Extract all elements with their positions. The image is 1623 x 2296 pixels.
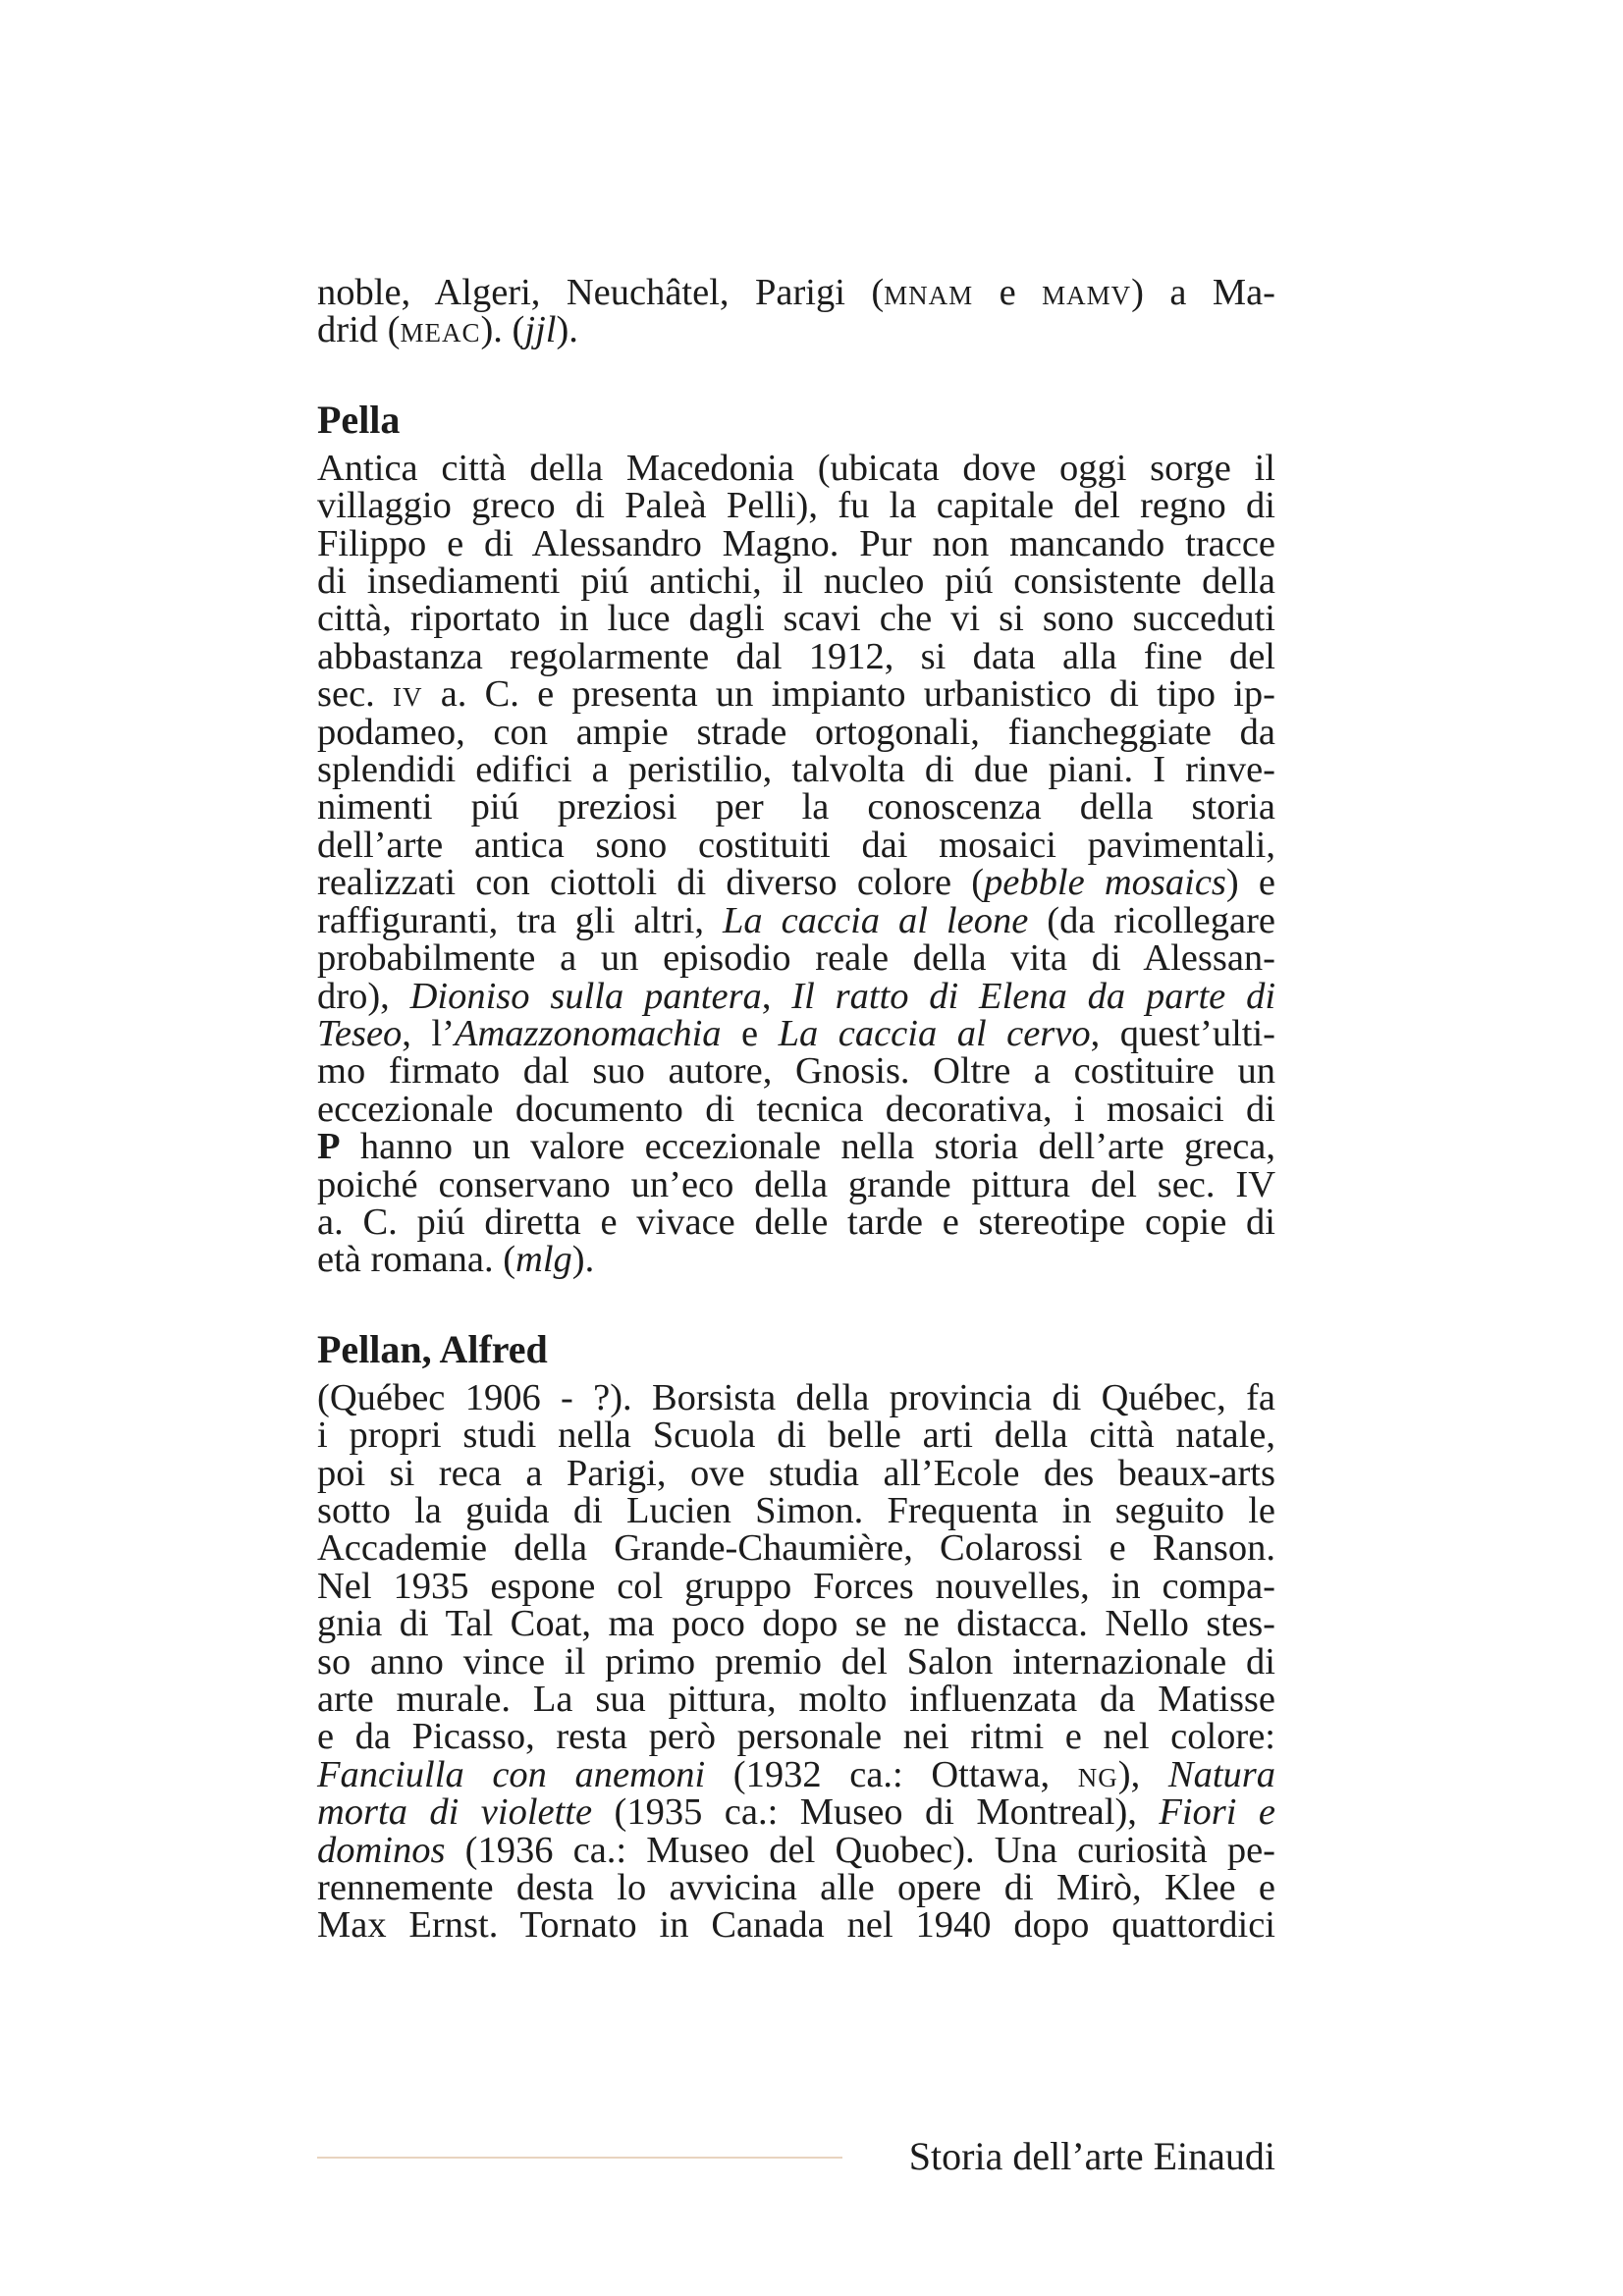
text-line <box>317 1565 1275 1607</box>
text-line <box>317 862 1275 904</box>
text-run: ) e <box>1225 862 1275 904</box>
text-line <box>317 447 1275 489</box>
small-caps-run: mamv <box>1042 272 1132 313</box>
italic-run: Natura <box>1167 1753 1275 1795</box>
text-line <box>317 1603 1275 1645</box>
text-line <box>317 1681 1275 1718</box>
italic-run: mlg <box>515 1239 572 1281</box>
text-run: eccezionale documento di tecnica decorativa, i mosaici di <box>317 1088 1275 1130</box>
italic-run: Amazzonomachia <box>454 1012 722 1054</box>
text-run: (1936 ca.: Museo del Quobec). Una curiosità pe- <box>445 1829 1275 1871</box>
text-run: sec. <box>317 673 393 716</box>
page-footer <box>317 2135 1275 2184</box>
text-line <box>317 1791 1276 1834</box>
carryover-paragraph <box>317 274 1275 349</box>
entry-body-pellan-alfred <box>317 1376 1276 1947</box>
italic-run: Fiori e <box>1159 1791 1276 1834</box>
text-line <box>317 1904 1275 1947</box>
text-run: abbastanza regolarmente dal 1912, si data alla fine del <box>317 635 1275 677</box>
page-body <box>317 274 1275 1945</box>
text-run: poiché conservano un’eco della grande pittura del sec. IV <box>317 1163 1275 1205</box>
entry-heading-pella: Pella <box>317 397 401 442</box>
text-run: so anno vince il primo premio del Salon internazionale di <box>317 1640 1275 1682</box>
text-run: , quest’ulti- <box>1090 1012 1275 1054</box>
italic-run: Il ratto di Elena da parte di <box>791 975 1276 1017</box>
italic-run: La caccia al cervo <box>778 1012 1091 1054</box>
text-run: ). <box>571 1239 595 1281</box>
text-line <box>317 1489 1275 1531</box>
bold-run: P <box>317 1126 341 1168</box>
text-run: arte murale. La sua pittura, molto influenzata da Matisse <box>317 1679 1275 1720</box>
text-run: Nel 1935 espone col gruppo Forces nouvelles, in compa- <box>317 1565 1275 1607</box>
text-run: realizzati con ciottoli di diverso colore ( <box>317 862 985 904</box>
text-line <box>317 1415 1275 1457</box>
text-run: età romana. ( <box>317 1239 516 1281</box>
text-line <box>317 635 1275 677</box>
text-run: (Québec 1906 - ?). Borsista della provincia di Québec, fa <box>317 1376 1275 1418</box>
text-run: Filippo e di Alessandro Magno. Pur non mancando tracce <box>317 522 1275 564</box>
text-run: e <box>721 1012 779 1054</box>
text-line <box>317 522 1275 564</box>
text-run: (1935 ca.: Museo di Montreal), <box>592 1791 1160 1834</box>
text-run: , <box>761 975 792 1017</box>
italic-run: Teseo <box>317 1012 403 1054</box>
text-run: mo firmato dal suo autore, Gnosis. Oltre a costituire un <box>317 1050 1275 1093</box>
text-line <box>317 561 1275 603</box>
text-run: Max Ernst. Tornato in Canada nel 1940 dopo quattordici <box>317 1904 1275 1947</box>
text-line <box>317 1640 1275 1682</box>
italic-run: pebble mosaics <box>984 862 1226 904</box>
text-run: raffiguranti, tra gli altri, <box>317 899 723 941</box>
text-run: ). <box>556 309 578 351</box>
text-run: città, riportato in luce dagli scavi che vi si sono succeduti <box>317 598 1275 640</box>
text-run: dro), <box>317 975 410 1017</box>
text-run: rennemente desta lo avvicina alle opere di Mirò, Klee e <box>317 1867 1275 1909</box>
text-line <box>317 1203 1275 1241</box>
text-line <box>317 1088 1275 1130</box>
text-run: villaggio greco di Paleà Pelli), fu la capitale del regno di <box>317 485 1275 527</box>
text-run: sotto la guida di Lucien Simon. Frequenta in seguito le <box>317 1489 1275 1531</box>
italic-run: jjl <box>524 309 557 351</box>
text-run: ). ( <box>480 309 525 351</box>
text-line <box>317 1050 1275 1093</box>
text-line <box>317 937 1275 980</box>
small-caps-run: meac <box>400 309 481 351</box>
italic-run: morta di violette <box>317 1791 593 1834</box>
text-run: a. C. e presenta un impianto urbanistico di tipo ip- <box>422 673 1275 716</box>
text-line <box>317 1527 1275 1570</box>
text-line <box>317 274 1275 311</box>
text-run: ), <box>1117 1753 1168 1795</box>
small-caps-run: ng <box>1077 1753 1118 1795</box>
text-line <box>317 899 1275 941</box>
text-line <box>317 1829 1275 1871</box>
text-run: a. C. piú diretta e vivace delle tarde e stereotipe copie di <box>317 1201 1275 1243</box>
text-line <box>317 1163 1275 1205</box>
text-line <box>317 1753 1275 1795</box>
text-line <box>317 1452 1275 1494</box>
text-line <box>317 673 1275 716</box>
text-line <box>317 1716 1275 1758</box>
text-line <box>317 1126 1275 1168</box>
entry-body-pella <box>317 447 1276 1281</box>
text-run: podameo, con ampie strade ortogonali, fiancheggiate da <box>317 711 1275 753</box>
text-run: hanno un valore eccezionale nella storia dell’arte greca, <box>340 1126 1275 1168</box>
text-run: di insediamenti piú antichi, il nucleo piú consistente della <box>317 561 1275 603</box>
text-run: (1932 ca.: Ottawa, <box>705 1753 1078 1795</box>
text-line <box>317 749 1275 791</box>
entry-heading-pellan-alfred: Pellan, Alfred <box>317 1326 548 1371</box>
text-run: noble, Algeri, Neuchâtel, Parigi ( <box>317 272 885 313</box>
italic-run: Fanciulla con anemoni <box>317 1753 706 1795</box>
text-run: nimenti piú preziosi per la conoscenza della storia <box>317 786 1275 828</box>
italic-run: dominos <box>317 1829 446 1871</box>
text-line <box>317 1867 1275 1909</box>
text-line <box>317 309 1275 351</box>
text-run: (da ricollegare <box>1028 899 1275 941</box>
text-line <box>317 824 1275 866</box>
text-run: poi si reca a Parigi, ove studia all’Ecole des beaux-arts <box>317 1452 1275 1494</box>
text-line <box>317 975 1276 1017</box>
text-line <box>317 1239 1275 1281</box>
text-line <box>317 485 1275 527</box>
text-run: Accademie della Grande-Chaumière, Colarossi e Ranson. <box>317 1527 1275 1570</box>
italic-run: La caccia al leone <box>722 899 1029 941</box>
italic-run: Dioniso sulla pantera <box>409 975 762 1017</box>
text-run: gnia di Tal Coat, ma poco dopo se ne distacca. Nello stes- <box>317 1603 1275 1645</box>
text-line <box>317 1376 1275 1418</box>
text-run: Antica città della Macedonia (ubicata dove oggi sorge il <box>317 447 1275 489</box>
text-run: drid ( <box>317 309 401 351</box>
text-run: ) a Ma- <box>1131 272 1275 313</box>
text-line <box>317 788 1275 826</box>
text-run: probabilmente a un episodio reale della vita di Alessan- <box>317 937 1275 980</box>
text-line <box>317 598 1275 640</box>
text-run: i propri studi nella Scuola di belle arti della città natale, <box>317 1415 1275 1457</box>
small-caps-run: mnam <box>884 272 974 313</box>
text-run: dell’arte antica sono costituiti dai mosaici pavimentali, <box>317 824 1275 866</box>
text-run: , l’ <box>402 1012 455 1054</box>
text-run: e <box>973 272 1043 313</box>
text-line <box>317 711 1275 753</box>
small-caps-run: iv <box>393 673 423 716</box>
text-run: e da Picasso, resta però personale nei ritmi e nel colore: <box>317 1716 1275 1758</box>
footer-rule <box>317 2157 842 2159</box>
text-line <box>317 1012 1275 1054</box>
footer-book-title: Storia dell’arte Einaudi <box>908 2134 1275 2178</box>
text-run: splendidi edifici a peristilio, talvolta di due piani. I rinve- <box>317 749 1275 791</box>
